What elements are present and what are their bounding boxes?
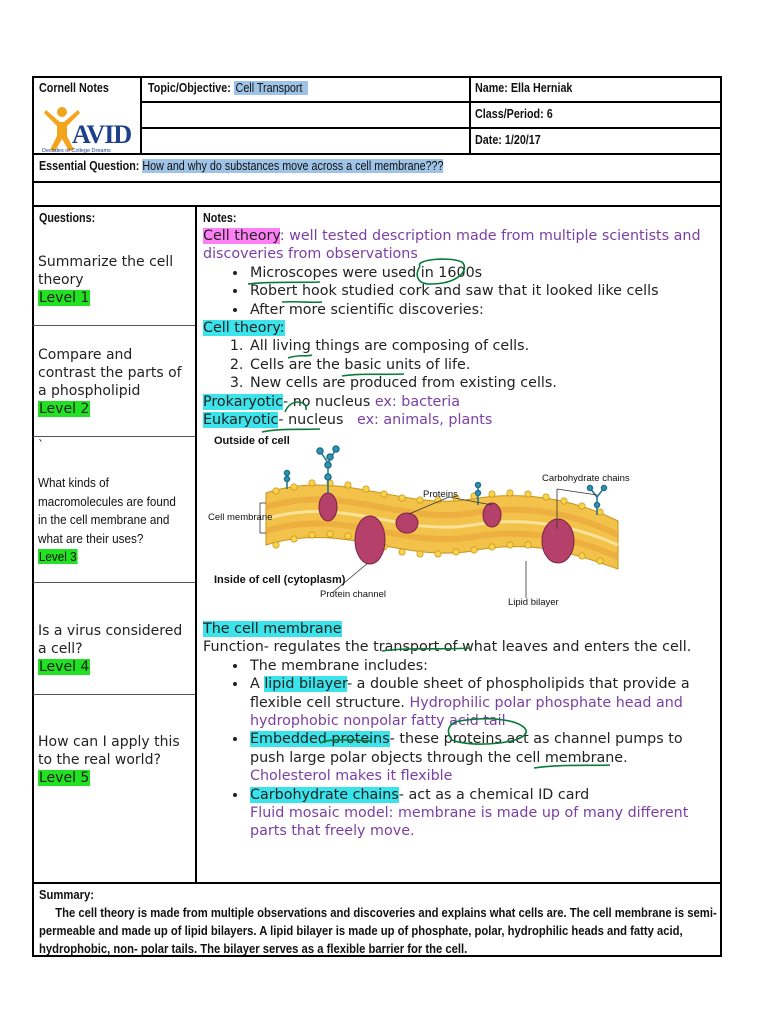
- notes-heading: Notes:: [203, 211, 237, 225]
- cell-theory-def: : well tested description made from multiple scientists and discoveries from observations: [203, 228, 701, 263]
- protein-note: Cholesterol makes it flexible: [250, 768, 453, 785]
- carb-term: Carbohydrate chains: [250, 786, 399, 803]
- level-badge: Level 1: [39, 290, 90, 306]
- diagram-cell-membrane-label: Cell membrane: [208, 512, 273, 523]
- list-item-protein: • Embedded proteins- these proteins act as channel pumps to push large polar objects through the cell membrane. Cholesterol makes it flexible: [248, 730, 715, 785]
- question-text: Summarize the cell theory: [38, 254, 174, 288]
- protein-term: Embedded proteins: [250, 731, 390, 748]
- list-item: • Microscopes were used in 1600s: [248, 264, 715, 282]
- diagram-outside-label: Outside of cell: [214, 435, 290, 447]
- list-item: • The membrane includes:: [248, 657, 715, 675]
- date-value: 1/20/17: [504, 133, 541, 147]
- carb-note: Fluid mosaic model: membrane is made up of many different parts that freely move.: [250, 805, 689, 840]
- diagram-protein-channel-label: Protein channel: [320, 589, 387, 600]
- question-text: What kinds of macromolecules are found in the cell membrane and what are their uses?: [38, 475, 176, 546]
- summary-label: Summary:: [39, 888, 95, 902]
- summary-text: The cell theory is made from multiple observations and discoveries and explains what cells are. The cell membrane is semi-permeable and made up of lipid bilayers. A lipid bilayer is made up of phosphate, polar, hydrophilic heads and fatty acid, hydrophobic, non- polar tails. The bilayer serves as a flexible barrier for the cell.: [39, 906, 717, 956]
- lipid-note: Hydrophilic polar phosphate head and hydrophobic nonpolar fatty acid tail: [250, 694, 683, 730]
- level-badge: Level 4: [39, 659, 90, 675]
- prokaryotic-def: - no nucleus: [283, 393, 371, 410]
- level-badge: Level 3: [38, 549, 77, 564]
- diagram-carb-label: Carbohydrate chains: [542, 473, 630, 484]
- essential-label: Essential Question:: [39, 159, 140, 173]
- essential-text: How and why do substances move across a cell membrane???: [142, 159, 444, 173]
- avid-logo-text: AVID: [72, 120, 132, 149]
- list-item: 3. New cells are produced from existing cells.: [248, 374, 715, 392]
- prokaryotic-example: ex: bacteria: [374, 393, 460, 410]
- question-text: Is a virus considered a cell?: [38, 623, 183, 657]
- diagram-proteins-label: Proteins: [423, 489, 458, 500]
- membrane-heading: The cell membrane: [203, 621, 342, 637]
- function-text: Function- regulates the transport of what leaves and enters the cell.: [203, 639, 692, 656]
- eukaryotic-example: ex: animals, plants: [357, 412, 493, 429]
- topic-label: Topic/Objective:: [148, 81, 231, 95]
- lipid-term: lipid bilayer: [264, 676, 347, 693]
- eukaryotic-term: Eukaryotic: [203, 412, 279, 429]
- list-item: • Robert hook studied cork and saw that it looked like cells: [248, 282, 715, 300]
- cornell-notes-label: Cornell Notes: [39, 81, 109, 95]
- diagram-inside-label: Inside of cell (cytoplasm): [214, 574, 346, 586]
- summary-section: [39, 886, 723, 958]
- list-item: • After more scientific discoveries:: [248, 301, 715, 319]
- cell-theory-term: Cell theory: [203, 228, 280, 244]
- questions-heading: Questions:: [39, 211, 96, 225]
- list-item-carb: • Carbohydrate chains- act as a chemical ID card Fluid mosaic model: membrane is made up of many different parts that freely move.: [248, 786, 715, 841]
- cell-theory-heading: Cell theory:: [203, 320, 285, 337]
- eukaryotic-def: - nucleus: [278, 412, 344, 429]
- name-value: Ella Herniak: [510, 81, 573, 95]
- class-value: 6: [546, 107, 553, 121]
- list-item: 2. Cells are the basic units of life.: [248, 356, 715, 374]
- date-label: Date:: [475, 133, 502, 147]
- prokaryotic-term: Prokaryotic: [203, 393, 283, 410]
- avid-tagline: Decades of College Dreams: [42, 148, 111, 154]
- question-text: How can I apply this to the real world?: [38, 734, 180, 768]
- level-badge: Level 5: [39, 770, 90, 786]
- list-item-lipid: • A lipid bilayer- a double sheet of phospholipids that provide a flexible cell structure. Hydrophilic polar phosphate head and hydrophobic nonpolar fatty acid tail: [248, 675, 715, 730]
- topic-value: Cell Transport: [234, 81, 308, 95]
- list-item: 1. All living things are composing of cells.: [248, 337, 715, 355]
- class-label: Class/Period:: [475, 107, 544, 121]
- level-badge: Level 2: [39, 401, 90, 417]
- diagram-lipid-bilayer-label: Lipid bilayer: [508, 597, 559, 608]
- name-label: Name:: [475, 81, 508, 95]
- question-text: Compare and contrast the parts of a phospholipid: [38, 347, 182, 399]
- question-mark: `: [38, 438, 44, 452]
